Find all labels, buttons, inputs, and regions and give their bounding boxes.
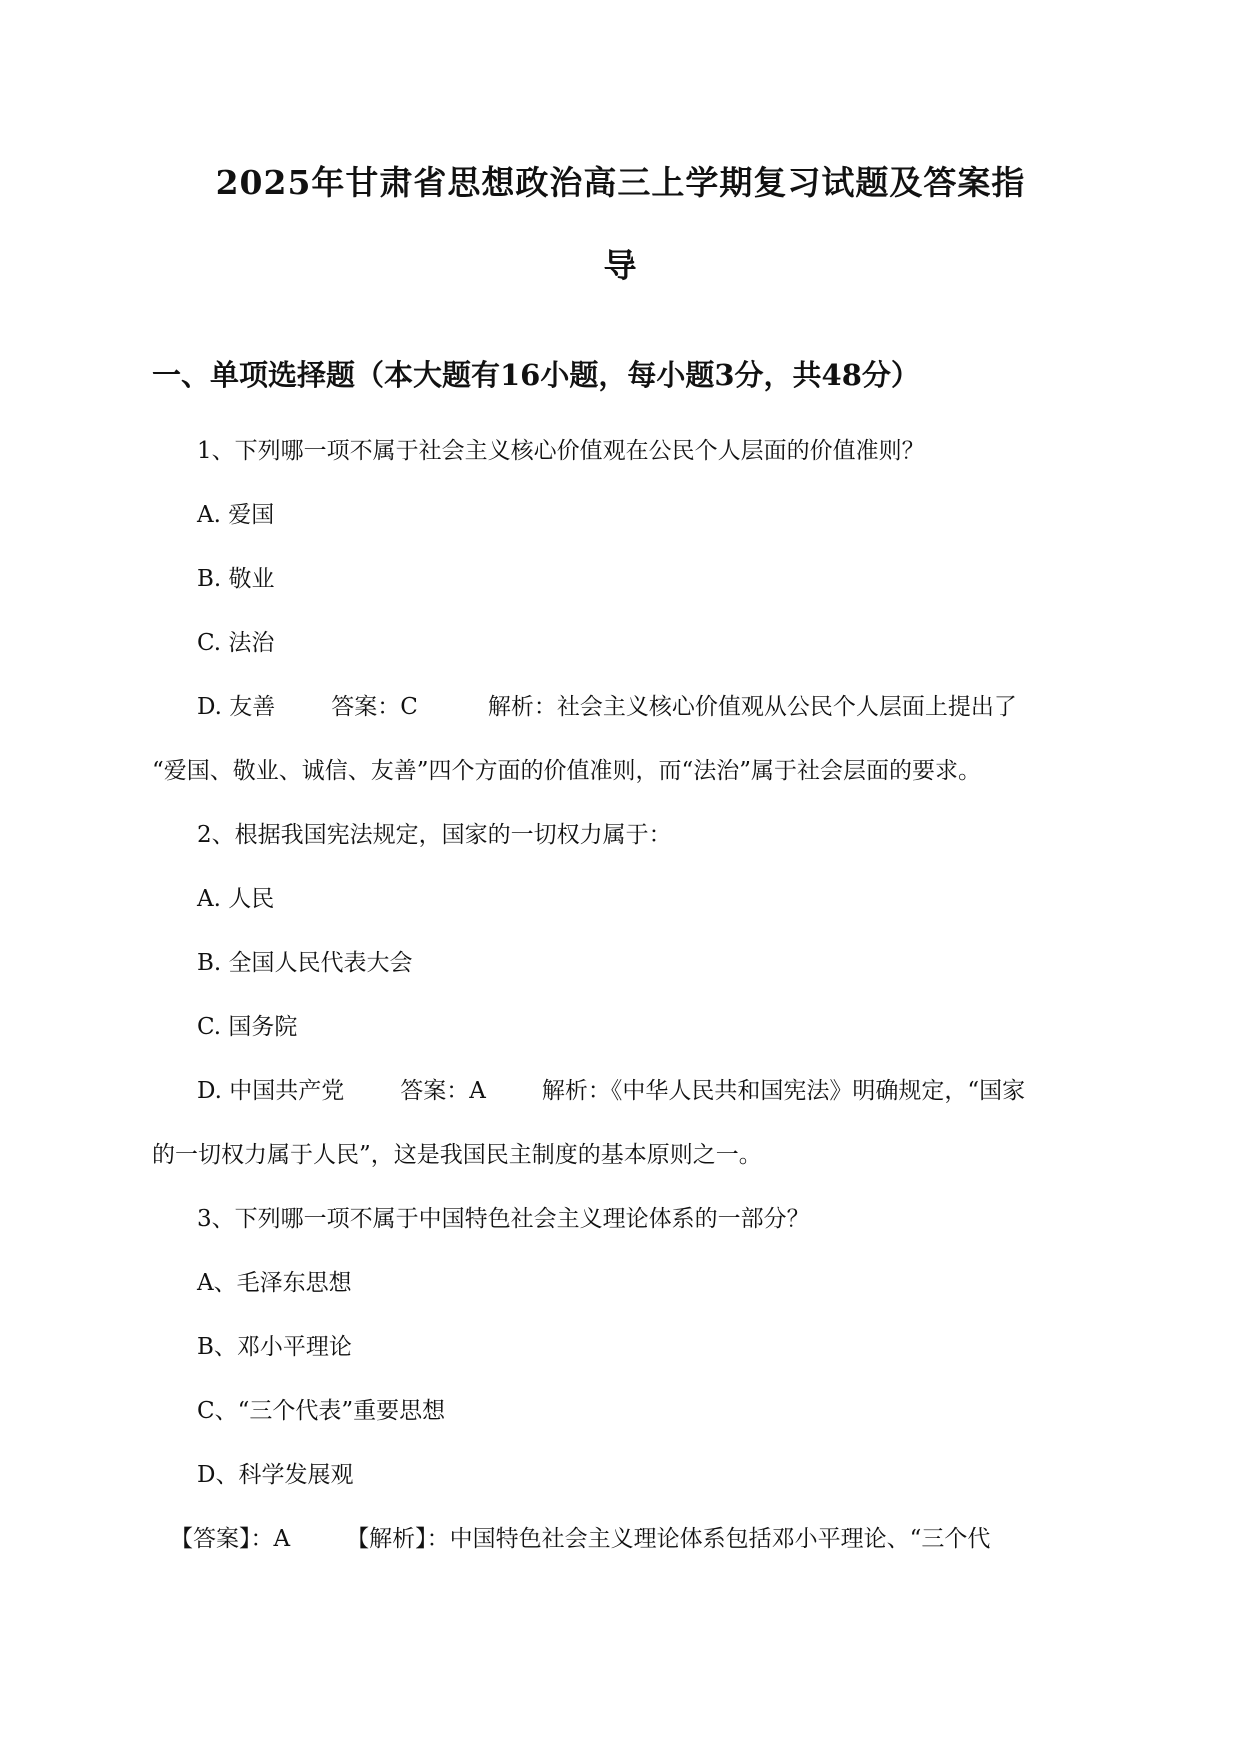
q2-option-d-line <box>197 1076 1025 1106</box>
q2-analysis-continued: 的一切权力属于人民”，这是我国民主制度的基本原则之一。 <box>152 1142 762 1168</box>
q1-option-c: C. 法治 <box>197 630 275 656</box>
document-title-line-1: 2025年甘肃省思想政治高三上学期复习试题及答案指 <box>215 163 1026 202</box>
q3-option-d: D、科学发展观 <box>197 1462 354 1488</box>
q1-option-d-line <box>197 692 1017 722</box>
q2-option-b: B. 全国人民代表大会 <box>197 950 413 976</box>
q1-option-a: A. 爱国 <box>197 502 275 528</box>
q2-analysis: 解析：《中华人民共和国宪法》明确规定，“国家 <box>541 1078 1026 1104</box>
q3-answer: 【答案】：A <box>170 1526 291 1552</box>
q2-option-d: D. 中国共产党 <box>197 1078 345 1104</box>
q1-option-d: D. 友善 <box>197 694 276 720</box>
q1-answer: 答案：C <box>331 694 418 720</box>
q3-stem: 3、下列哪一项不属于中国特色社会主义理论体系的一部分？ <box>197 1206 810 1232</box>
q1-option-b: B. 敬业 <box>197 566 275 592</box>
q3-answer-line <box>170 1524 990 1554</box>
section-heading: 一、单项选择题（本大题有16小题，每小题3分，共48分） <box>152 358 920 392</box>
q3-option-c: C、“三个代表”重要思想 <box>197 1398 446 1424</box>
q3-option-a: A、毛泽东思想 <box>197 1270 352 1296</box>
q3-option-b: B、邓小平理论 <box>197 1334 352 1360</box>
document-title-line-2: 导 <box>603 246 638 285</box>
q2-answer: 答案：A <box>400 1078 486 1104</box>
q2-option-c: C. 国务院 <box>197 1014 298 1040</box>
q2-option-a: A. 人民 <box>197 886 275 912</box>
q3-analysis: 【解析】：中国特色社会主义理论体系包括邓小平理论、“三个代 <box>346 1526 991 1552</box>
q2-stem: 2、根据我国宪法规定，国家的一切权力属于： <box>197 822 672 848</box>
q1-stem: 1、下列哪一项不属于社会主义核心价值观在公民个人层面的价值准则？ <box>197 438 925 464</box>
q1-analysis-continued: “爱国、敬业、诚信、友善”四个方面的价值准则，而“法治”属于社会层面的要求。 <box>152 758 982 784</box>
q1-analysis: 解析：社会主义核心价值观从公民个人层面上提出了 <box>487 694 1017 720</box>
